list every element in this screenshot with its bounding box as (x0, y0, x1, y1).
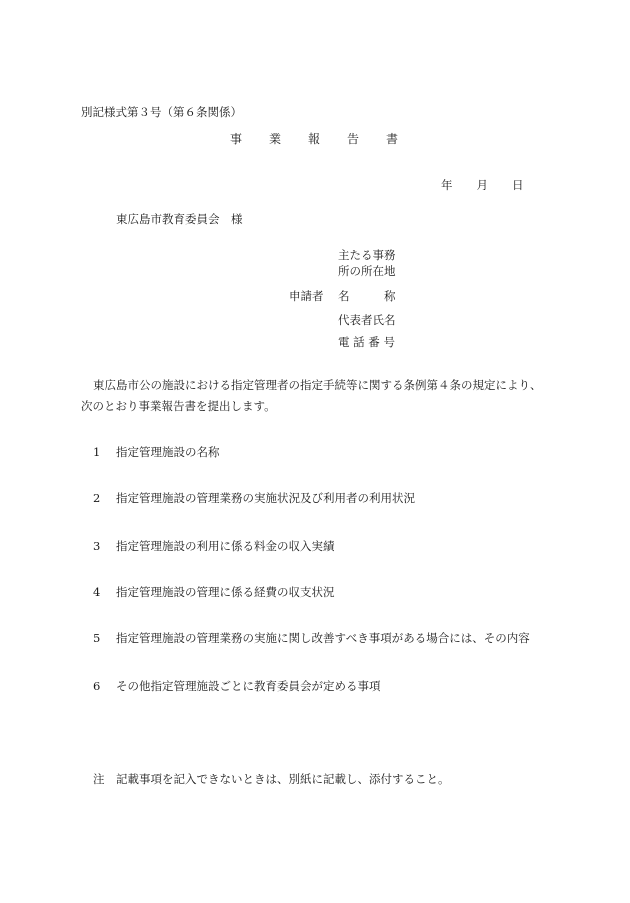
applicant-name-label: 名 称 (338, 289, 396, 303)
report-item-number: 6 (93, 679, 101, 693)
applicant-representative-label: 代表者氏名 (338, 313, 396, 327)
form-number: 別記様式第３号（第６条関係） (81, 105, 242, 119)
report-item-text: 指定管理施設の管理業務の実施状況及び利用者の利用状況 (116, 491, 415, 505)
report-item-text: 指定管理施設の管理に係る経費の収支状況 (116, 585, 335, 599)
addressee: 東広島市教育委員会 様 (116, 212, 243, 226)
footnote-label: 注 (93, 772, 105, 786)
intro-line-1: 東広島市公の施設における指定管理者の指定手続等に関する条例第４条の規定により、 (93, 378, 542, 392)
footnote-text: 記載事項を記入できないときは、別紙に記載し、添付すること。 (116, 772, 450, 786)
date-line (441, 180, 548, 192)
report-item (93, 681, 381, 693)
intro-line-2: 次のとおり事業報告書を提出します。 (81, 399, 276, 413)
applicant-label: 申請者 (289, 289, 324, 303)
report-item-text: 指定管理施設の利用に係る料金の収入実績 (116, 539, 335, 553)
report-item (93, 587, 335, 599)
report-item-number: 3 (93, 539, 101, 553)
applicant-address-label-line2: 所の所在地 (338, 264, 396, 278)
report-item-number: 4 (93, 585, 101, 599)
report-item-number: 5 (93, 631, 101, 645)
date-year-label: 年 (441, 178, 453, 192)
report-item-number: 1 (93, 445, 101, 459)
report-item-text: その他指定管理施設ごとに教育委員会が定める事項 (116, 679, 381, 693)
applicant-phone-label: 電 話 番 号 (338, 335, 395, 349)
applicant-address-label-line1: 主たる事務 (338, 248, 396, 262)
report-item (93, 541, 335, 553)
report-item-number: 2 (93, 491, 101, 505)
report-item-text: 指定管理施設の名称 (116, 445, 220, 459)
date-day-label: 日 (512, 178, 524, 192)
document-title: 事業報告書 (230, 132, 426, 146)
report-item (93, 447, 220, 459)
footnote (93, 774, 450, 786)
report-item-text: 指定管理施設の管理業務の実施に関し改善すべき事項がある場合には、その内容 (116, 631, 530, 645)
report-item (93, 493, 415, 505)
report-item (93, 633, 530, 645)
date-month-label: 月 (476, 178, 488, 192)
